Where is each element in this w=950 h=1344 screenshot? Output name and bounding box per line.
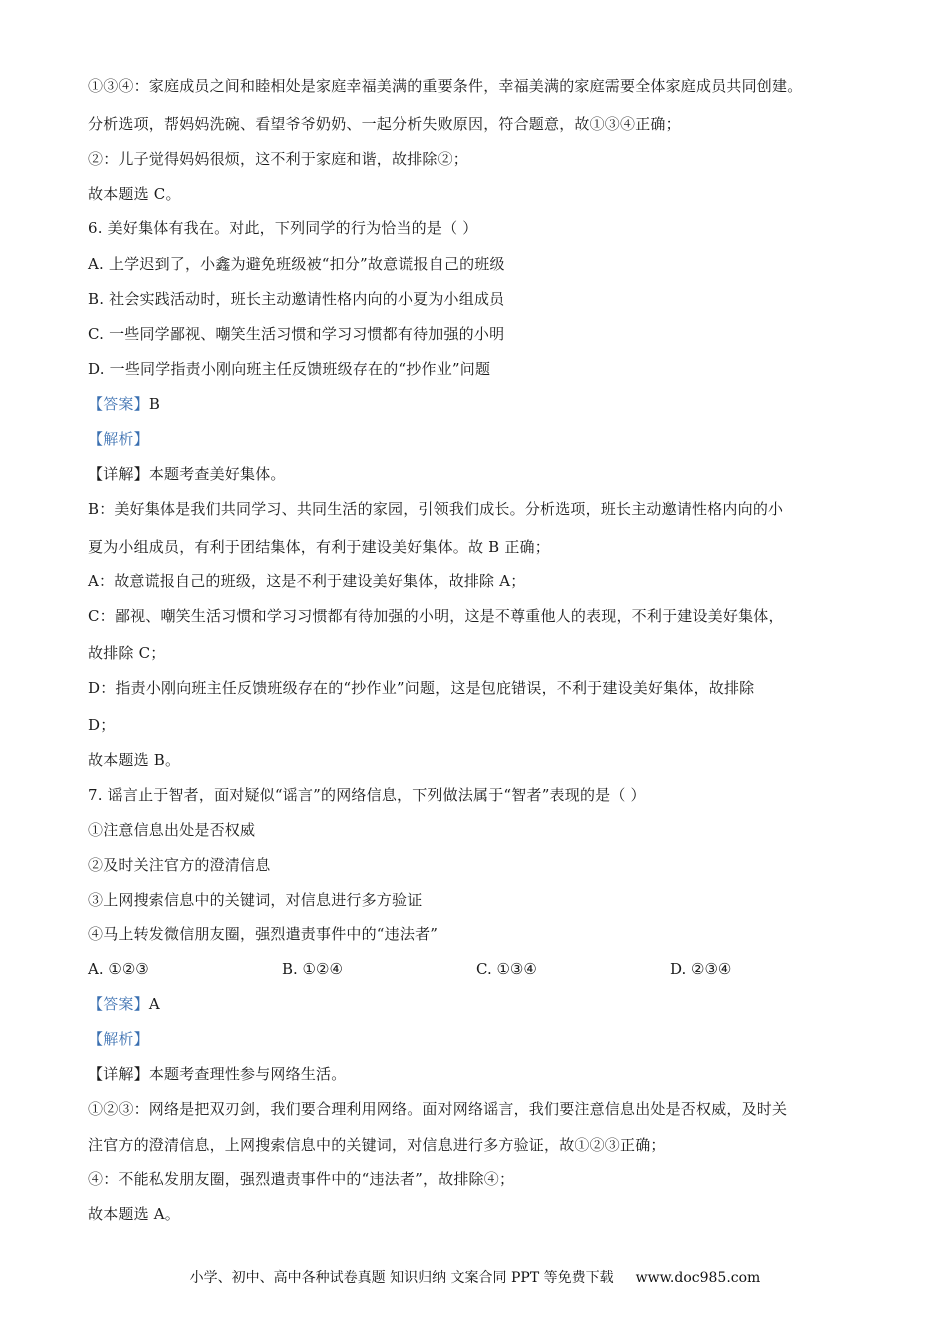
question-7-item-3: ③上网搜索信息中的关键词，对信息进行多方验证 bbox=[88, 891, 423, 909]
text-line: 故本题选 A。 bbox=[88, 1205, 181, 1223]
question-6-option-c: C. 一些同学鄙视、嘲笑生活习惯和学习习惯都有待加强的小明 bbox=[88, 325, 505, 343]
footer-text: 小学、初中、高中各种试卷真题 知识归纳 文案合同 PPT 等免费下载 bbox=[189, 1270, 614, 1286]
question-6-option-d: D. 一些同学指责小刚向班主任反馈班级存在的“抄作业”问题 bbox=[88, 360, 491, 378]
detail-text: 本题考查美好集体。 bbox=[148, 465, 286, 483]
text-line: ①③④：家庭成员之间和睦相处是家庭幸福美满的重要条件，幸福美满的家庭需要全体家庭成员共同创建。 bbox=[88, 77, 803, 95]
answer-value: B bbox=[148, 395, 161, 413]
question-7-item-2: ②及时关注官方的澄清信息 bbox=[88, 856, 271, 874]
detail-tag: 【详解】 bbox=[88, 465, 149, 483]
footer-link[interactable]: www.doc985.com bbox=[635, 1270, 761, 1286]
answer-tag: 【答案】 bbox=[88, 395, 149, 413]
question-7-answer bbox=[88, 994, 160, 1014]
text-line: 注官方的澄清信息，上网搜索信息中的关键词，对信息进行多方验证，故①②③正确； bbox=[88, 1136, 666, 1154]
question-7-option-d: D. ②③④ bbox=[670, 960, 732, 978]
question-7-option-b: B. ①②④ bbox=[282, 960, 343, 978]
question-7-item-1: ①注意信息出处是否权威 bbox=[88, 821, 256, 839]
question-6-analysis-tag: 【解析】 bbox=[88, 430, 149, 448]
answer-tag: 【答案】 bbox=[88, 995, 149, 1013]
question-7-option-c: C. ①③④ bbox=[476, 960, 537, 978]
answer-value: A bbox=[148, 995, 160, 1013]
detail-tag: 【详解】 bbox=[88, 1065, 149, 1083]
text-line: C：鄙视、嘲笑生活习惯和学习习惯都有待加强的小明，这是不尊重他人的表现，不利于建设美好集体， bbox=[88, 607, 784, 625]
text-line: ①②③：网络是把双刃剑，我们要合理利用网络。面对网络谣言，我们要注意信息出处是否权威，及时关 bbox=[88, 1100, 788, 1118]
question-6-answer bbox=[88, 394, 160, 414]
question-6-detail bbox=[88, 464, 286, 484]
question-6-stem: 6. 美好集体有我在。对此，下列同学的行为恰当的是（ ） bbox=[88, 219, 478, 237]
text-line: B：美好集体是我们共同学习、共同生活的家园，引领我们成长。分析选项，班长主动邀请性格内向的小 bbox=[88, 500, 784, 518]
question-7-item-4: ④马上转发微信朋友圈，强烈遣责事件中的“违法者” bbox=[88, 925, 439, 943]
text-line: D：指责小刚向班主任反馈班级存在的“抄作业”问题，这是包庇错误，不利于建设美好集体，故排除 bbox=[88, 679, 755, 697]
text-line: A：故意谎报自己的班级，这是不利于建设美好集体，故排除 A； bbox=[88, 572, 526, 590]
question-7-stem: 7. 谣言止于智者，面对疑似“谣言”的网络信息，下列做法属于“智者”表现的是（ ） bbox=[88, 786, 646, 804]
text-line: 故本题选 B。 bbox=[88, 751, 181, 769]
question-7-detail bbox=[88, 1064, 346, 1084]
text-line: ④：不能私发朋友圈，强烈遣责事件中的“违法者”，故排除④； bbox=[88, 1170, 515, 1188]
text-line: 故本题选 C。 bbox=[88, 185, 181, 203]
text-line: D； bbox=[88, 716, 116, 734]
text-line: ②：儿子觉得妈妈很烦，这不利于家庭和谐，故排除②； bbox=[88, 150, 469, 168]
question-6-option-b: B. 社会实践活动时，班长主动邀请性格内向的小夏为小组成员 bbox=[88, 290, 505, 308]
text-line: 分析选项，帮妈妈洗碗、看望爷爷奶奶、一起分析失败原因，符合题意，故①③④正确； bbox=[88, 115, 681, 133]
text-line: 故排除 C； bbox=[88, 644, 166, 662]
page-footer bbox=[0, 1268, 950, 1288]
detail-text: 本题考查理性参与网络生活。 bbox=[148, 1065, 347, 1083]
question-7-analysis-tag: 【解析】 bbox=[88, 1030, 149, 1048]
question-6-option-a: A. 上学迟到了，小鑫为避免班级被“扣分”故意谎报自己的班级 bbox=[88, 255, 505, 273]
question-7-option-a: A. ①②③ bbox=[88, 960, 149, 978]
text-line: 夏为小组成员，有利于团结集体，有利于建设美好集体。故 B 正确； bbox=[88, 538, 550, 556]
